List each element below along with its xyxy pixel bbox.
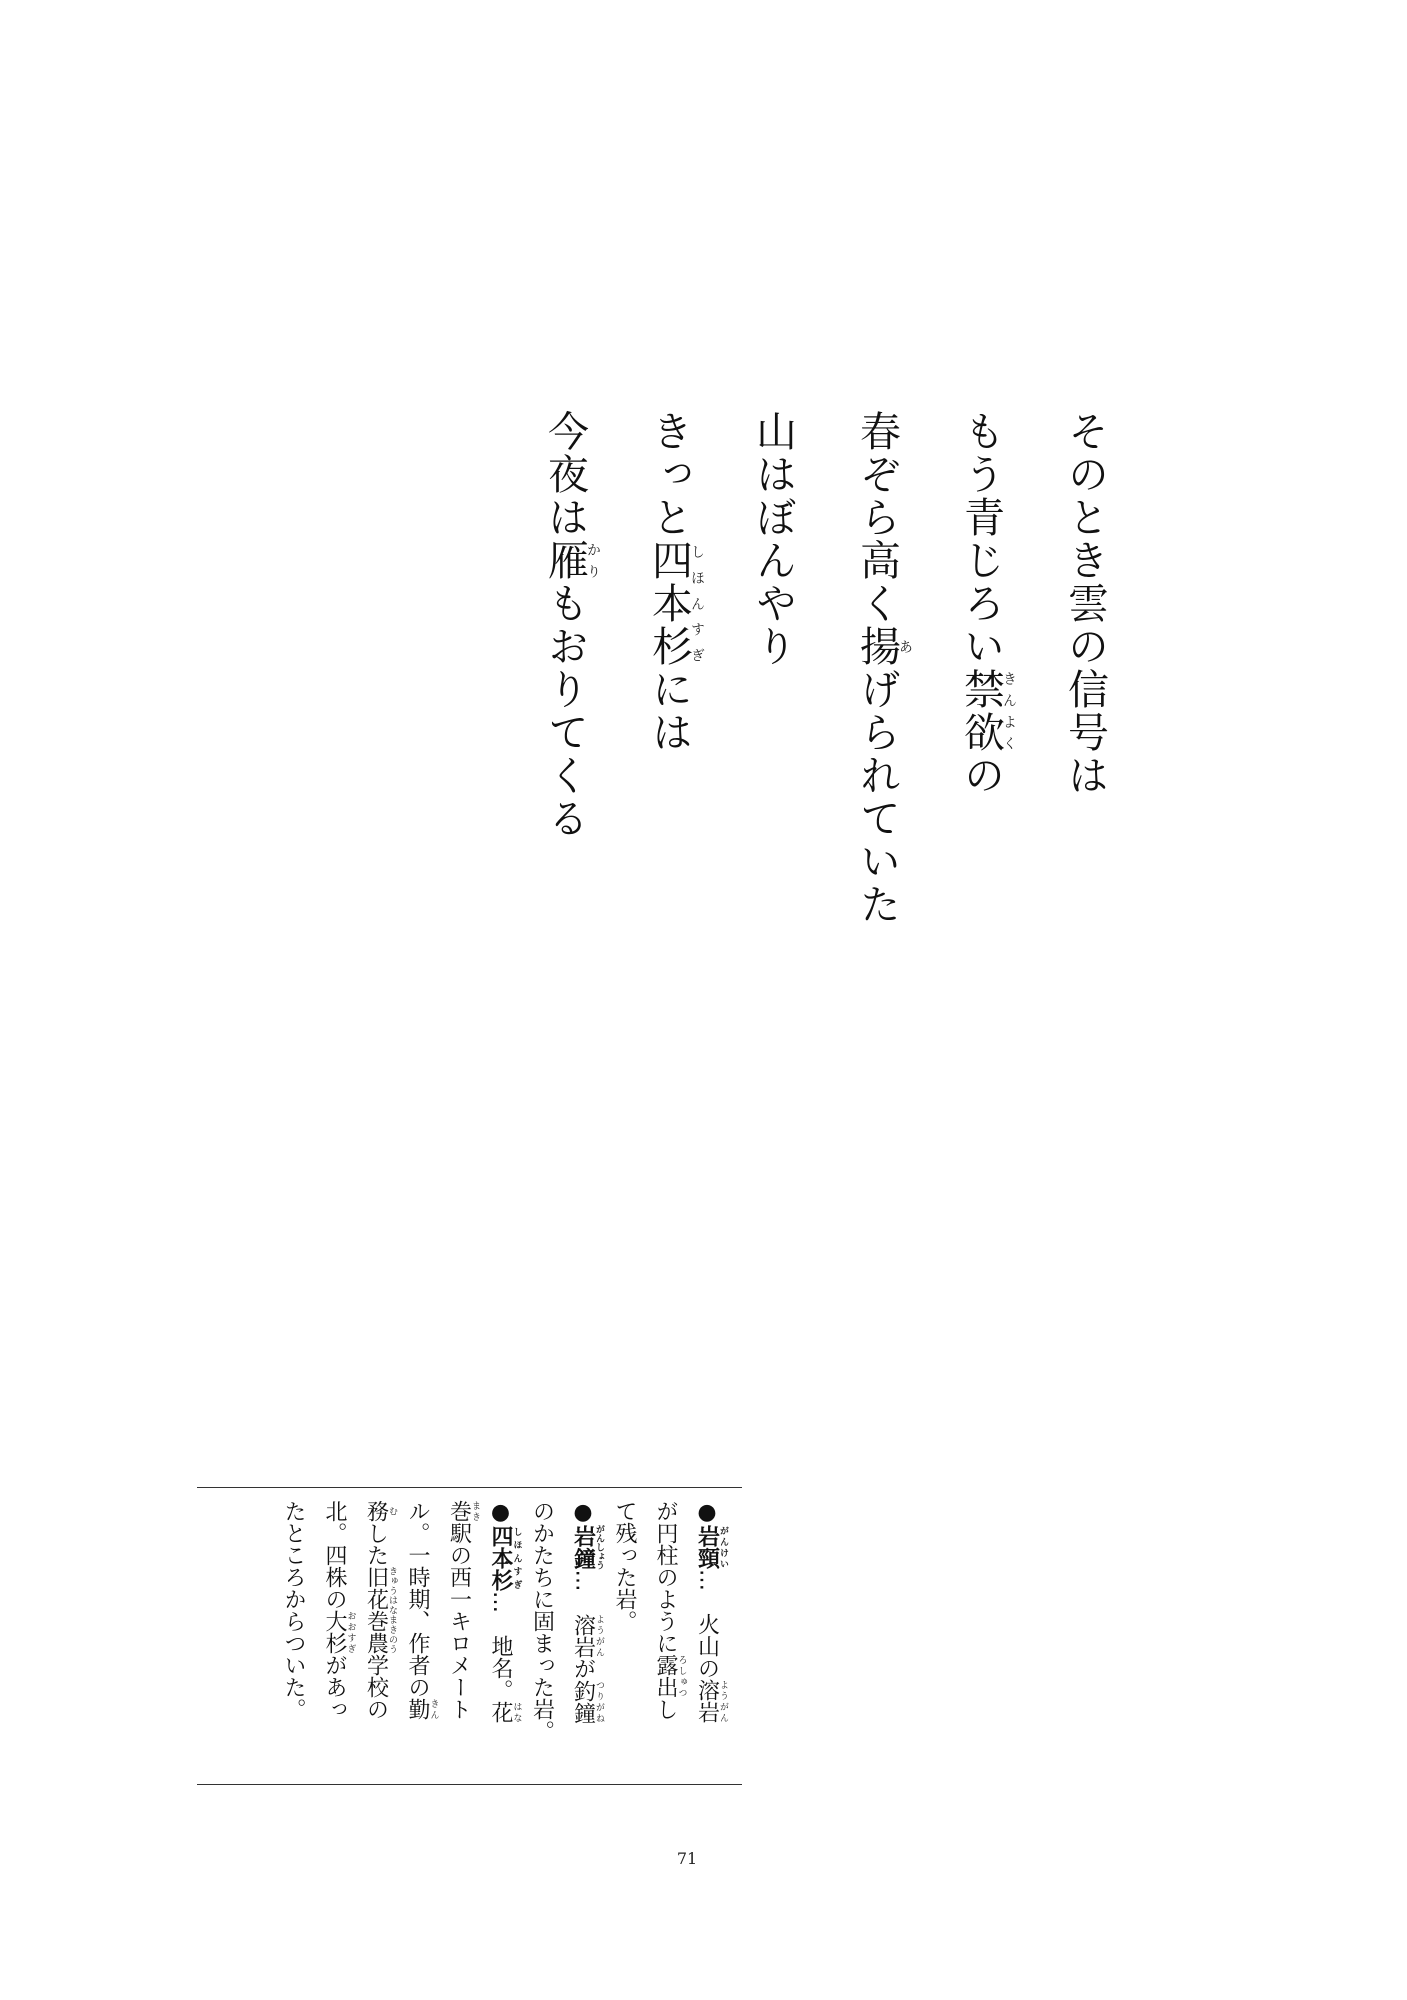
furigana: つりがね	[594, 1679, 604, 1724]
note-line	[522, 1500, 563, 1770]
text-segment: 駅の西一キロメート	[446, 1522, 472, 1720]
text-segment: が	[570, 1657, 596, 1680]
note-line	[397, 1500, 439, 1770]
text-segment: のかたちに固まった岩。	[529, 1500, 555, 1742]
furigana: ようがん	[718, 1679, 728, 1723]
furigana: はな	[511, 1701, 522, 1723]
notes-box	[197, 1487, 742, 1785]
text-segment: … 地名。	[488, 1591, 513, 1701]
poem-line	[929, 410, 1033, 1070]
text-segment: もう青じろい	[957, 410, 1005, 668]
ruby-word: 雁かり	[541, 539, 601, 582]
text-segment: の	[957, 754, 1005, 797]
text-segment: 春ぞら高く	[853, 410, 901, 625]
glossary-notes	[273, 1500, 728, 1770]
text-segment: し	[653, 1698, 678, 1720]
furigana: きん	[428, 1698, 439, 1720]
note-line	[604, 1500, 645, 1770]
furigana: む	[387, 1500, 397, 1522]
ruby-word: 四本杉しほんすぎ	[645, 539, 705, 668]
text-segment: そのとき雲の信号は	[1061, 410, 1109, 797]
poem-line	[1033, 410, 1137, 1070]
furigana: しほんすぎ	[511, 1525, 522, 1591]
note-line	[645, 1500, 687, 1770]
ruby-word: 溶岩ようがん	[570, 1613, 604, 1658]
ruby-word: 花はな	[488, 1701, 522, 1723]
text-segment: 今夜は	[541, 410, 589, 539]
text-segment: もおりてくる	[541, 582, 589, 840]
text-segment: した	[363, 1522, 389, 1566]
text-segment: には	[645, 668, 693, 754]
ruby-word: 露出ろしゅつ	[653, 1654, 687, 1698]
text-segment: が円柱のように	[653, 1500, 678, 1654]
ruby-word: 溶岩ようがん	[694, 1679, 728, 1723]
ruby-word: 揚あ	[853, 625, 913, 668]
furigana: がんけい	[718, 1525, 728, 1569]
ruby-word: 旧花巻農きゅうはなまきのう	[363, 1566, 397, 1654]
ruby-word: 勤きん	[405, 1698, 439, 1720]
page-number: 71	[676, 1849, 698, 1868]
text-segment: 学校の	[363, 1654, 389, 1720]
poem-text	[513, 410, 1137, 1070]
note-line	[480, 1500, 522, 1770]
note-line	[273, 1500, 314, 1770]
text-segment: 北。四株の	[322, 1500, 347, 1610]
ruby-word: 岩鐘がんしょう	[570, 1524, 604, 1570]
text-segment: …	[570, 1569, 596, 1614]
ruby-word: 岩頸がんけい	[694, 1525, 728, 1569]
text-segment: ●	[570, 1500, 596, 1525]
text-segment: げられていた	[853, 668, 901, 926]
text-segment: があっ	[322, 1654, 347, 1720]
furigana: しほんすぎ	[689, 539, 705, 668]
furigana: きんよく	[1001, 668, 1017, 754]
text-segment: 山はぼんやり	[749, 410, 797, 668]
furigana: おおすぎ	[345, 1610, 356, 1654]
text-segment: きっと	[645, 410, 693, 539]
text-segment: ●	[694, 1500, 720, 1525]
furigana: ようがん	[594, 1613, 604, 1658]
furigana: きゅうはなまきのう	[387, 1566, 397, 1654]
ruby-word: 大杉おおすぎ	[322, 1610, 356, 1654]
furigana: がんしょう	[594, 1524, 604, 1570]
note-line	[687, 1500, 729, 1770]
poem-line	[617, 410, 721, 1070]
ruby-word: 務む	[363, 1500, 397, 1522]
furigana: まき	[470, 1500, 480, 1522]
note-line	[439, 1500, 481, 1770]
text-segment: … 火山の	[694, 1569, 720, 1679]
poem-line	[825, 410, 929, 1070]
note-line	[356, 1500, 398, 1770]
poem-line	[513, 410, 617, 1070]
text-segment: ●	[488, 1500, 513, 1525]
furigana: あ	[897, 625, 913, 668]
text-segment: たところからついた。	[281, 1500, 306, 1720]
ruby-word: 釣鐘つりがね	[570, 1679, 604, 1724]
text-segment: ル。一時期、作者の	[405, 1500, 430, 1698]
ruby-word: 巻まき	[446, 1500, 480, 1522]
note-line	[314, 1500, 356, 1770]
furigana: かり	[585, 539, 601, 582]
furigana: ろしゅつ	[676, 1654, 687, 1698]
text-segment: て残った岩。	[612, 1500, 637, 1632]
note-line	[563, 1500, 605, 1770]
poem-line	[721, 410, 825, 1070]
ruby-word: 四本杉しほんすぎ	[488, 1525, 522, 1591]
ruby-word: 禁欲きんよく	[957, 668, 1017, 754]
